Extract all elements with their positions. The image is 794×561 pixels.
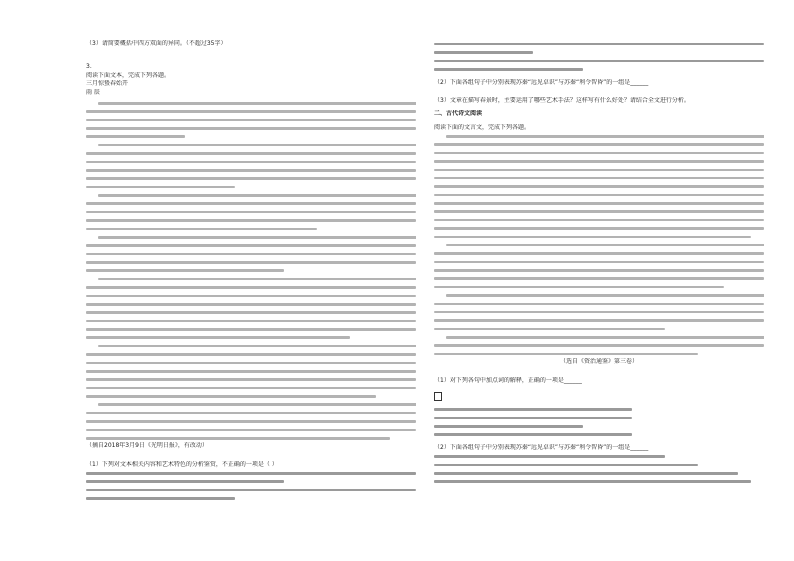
question-3-prompt: （3）请简要概括中四方双面的异同。（不超过35字） <box>86 40 227 47</box>
article-paragraph-5 <box>86 275 416 342</box>
question-1-prompt: （1）下列对文本相关内容和艺术特色的分析鉴赏，不正确的一项是（ ） <box>86 460 278 468</box>
classical-instruction: 阅读下面的文言文，完成下列各题。 <box>434 123 531 131</box>
article-paragraph-4 <box>86 233 416 275</box>
classical-question-1-options <box>434 405 764 439</box>
article-paragraph-1 <box>86 99 416 141</box>
classical-question-2-options <box>434 452 764 486</box>
article-paragraph-3 <box>86 191 416 233</box>
classical-citation: （选自《资治通鉴》第三卷） <box>559 358 638 366</box>
article-author: 雨 辰 <box>86 88 100 96</box>
question-1-options <box>86 469 416 503</box>
section-number: 3. <box>86 63 92 71</box>
classical-question-1-prompt: （1）对下列各句中加点词的解释，正确的一项是______ <box>434 376 582 384</box>
classical-passage <box>434 132 764 358</box>
question-3-prompt-right: （3）文章在描写春景时，主要运用了哪些艺术手法？这样写有什么好处？请结合全文进行分析。 <box>434 96 690 104</box>
reading-instruction: 阅读下面文本，完成下列各题。 <box>86 71 171 79</box>
left-column <box>86 40 416 553</box>
article-paragraph-7 <box>86 401 416 443</box>
answer-box-icon <box>434 392 442 401</box>
article-title: 三月惊蛰春始开 <box>86 80 129 88</box>
article-source: （摘自2018年3月9日《光明日报》，有改动） <box>86 442 208 450</box>
question-1-options-continued <box>434 40 764 74</box>
article-paragraph-6 <box>86 342 416 401</box>
right-column <box>434 40 764 553</box>
article-paragraph-2 <box>86 141 416 191</box>
question-2-prompt: （2）下面各组句子中分别表现苏秦“远见卓识”与苏秦“利令智昏”的一组是______ <box>434 78 649 86</box>
section-heading-classical: 二、古代诗文阅读 <box>434 110 483 118</box>
classical-question-2-prompt: （2）下面各组句子中分别表现苏秦“远见卓识”与苏秦“利令智昏”的一组是______ <box>434 443 649 451</box>
